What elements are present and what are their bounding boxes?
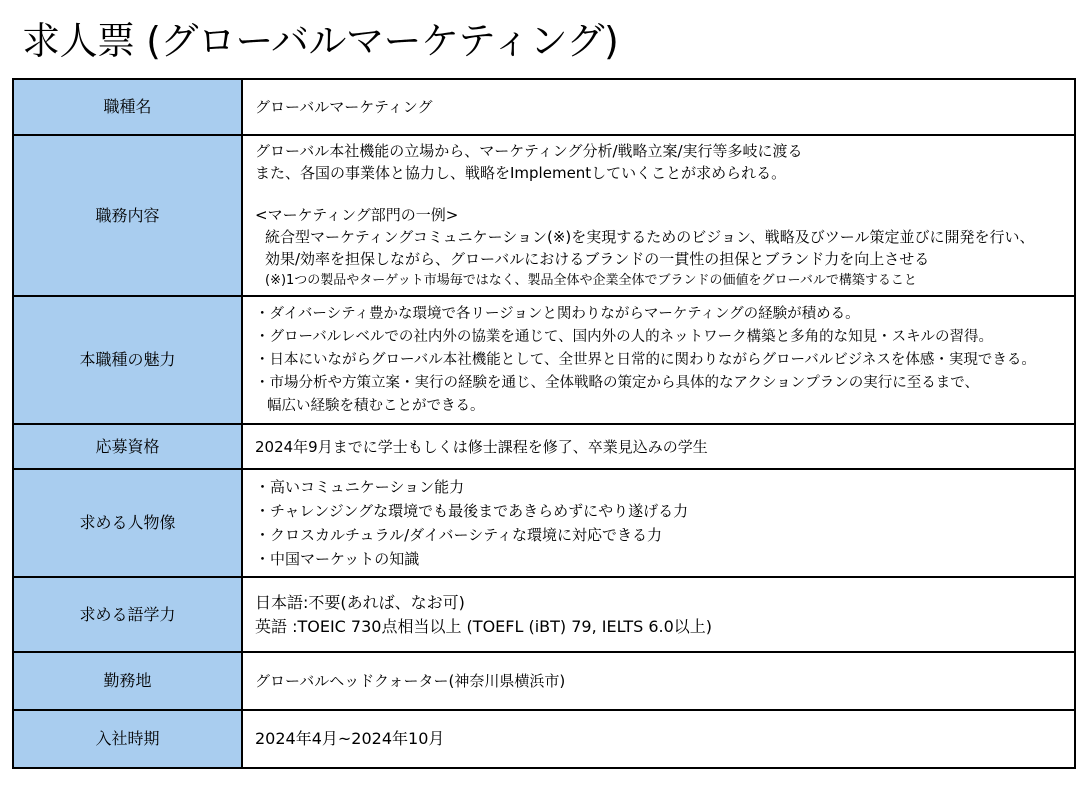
table-row-start-date bbox=[13, 710, 1075, 768]
value-language bbox=[242, 577, 1075, 652]
duties-line-1: グローバル本社機能の立場から、マーケティング分析/戦略立案/実行等多岐に渡る bbox=[255, 141, 803, 160]
table-row-qualification bbox=[13, 424, 1075, 469]
appeal-item-4a: ・市場分析や方策立案・実行の経験を通じ、全体戦略の策定から具体的なアクションプランの実行に至るまで、 bbox=[255, 374, 979, 391]
label-qualification: 応募資格 bbox=[13, 424, 242, 469]
appeal-item-3: ・日本にいながらグローバル本社機能として、全世界と日常的に関わりながらグローバルビジネスを体感・実現できる。 bbox=[255, 351, 1036, 368]
label-ideal-candidate: 求める人物像 bbox=[13, 469, 242, 577]
language-japanese: 日本語:不要(あれば、なお可) bbox=[255, 592, 465, 612]
appeal-item-2: ・グローバルレベルでの社内外の協業を通じて、国内外の人的ネットワーク構築と多角的な知見・スキルの習得。 bbox=[255, 328, 993, 345]
value-start-date: 2024年4月~2024年10月 bbox=[242, 710, 1075, 768]
value-location: グローバルヘッドクォーター(神奈川県横浜市) bbox=[242, 652, 1075, 710]
table-row-appeal bbox=[13, 296, 1075, 424]
table-row-duties bbox=[13, 135, 1075, 296]
duties-example-1: 統合型マーケティングコミュニケーション(※)を実現するためのビジョン、戦略及びツール策定並びに開発を行い、 bbox=[265, 227, 1035, 246]
value-qualification: 2024年9月までに学士もしくは修士課程を修了、卒業見込みの学生 bbox=[242, 424, 1075, 469]
label-appeal: 本職種の魅力 bbox=[13, 296, 242, 424]
page-title: 求人票 (グローバルマーケティング) bbox=[22, 19, 619, 63]
table-row-location bbox=[13, 652, 1075, 710]
ideal-item-1: ・高いコミュニケーション能力 bbox=[255, 478, 465, 496]
value-ideal-candidate bbox=[242, 469, 1075, 577]
label-job-title: 職種名 bbox=[13, 79, 242, 135]
label-duties: 職務内容 bbox=[13, 135, 242, 296]
ideal-item-4: ・中国マーケットの知識 bbox=[255, 550, 420, 568]
value-appeal bbox=[242, 296, 1075, 424]
value-duties bbox=[242, 135, 1075, 296]
ideal-item-2: ・チャレンジングな環境でも最後まであきらめずにやり遂げる力 bbox=[255, 502, 689, 520]
table-row-ideal-candidate bbox=[13, 469, 1075, 577]
label-start-date: 入社時期 bbox=[13, 710, 242, 768]
label-language: 求める語学力 bbox=[13, 577, 242, 652]
duties-example-heading: <マーケティング部門の一例> bbox=[255, 205, 459, 224]
ideal-item-3: ・クロスカルチュラル/ダイバーシティな環境に対応できる力 bbox=[255, 526, 663, 544]
table-row-language bbox=[13, 577, 1075, 652]
value-job-title: グローバルマーケティング bbox=[242, 79, 1075, 135]
duties-line-2: また、各国の事業体と協力し、戦略をImplementしていくことが求められる。 bbox=[255, 163, 787, 182]
appeal-item-1: ・ダイバーシティ豊かな環境で各リージョンと関わりながらマーケティングの経験が積める。 bbox=[255, 305, 860, 322]
label-location: 勤務地 bbox=[13, 652, 242, 710]
table-row-job-title bbox=[13, 79, 1075, 135]
appeal-item-4b: 幅広い経験を積むことができる。 bbox=[267, 397, 485, 414]
duties-note: (※)1つの製品やターゲット市場毎ではなく、製品全体や企業全体でブランドの価値をグローバルで構築すること bbox=[265, 272, 917, 288]
job-posting-table bbox=[12, 78, 1076, 769]
language-english: 英語 :TOEIC 730点相当以上 (TOEFL (iBT) 79, IELTS 6.0以上) bbox=[255, 616, 713, 636]
duties-example-2: 効果/効率を担保しながら、グローバルにおけるブランドの一貫性の担保とブランド力を向上させる bbox=[265, 249, 930, 268]
